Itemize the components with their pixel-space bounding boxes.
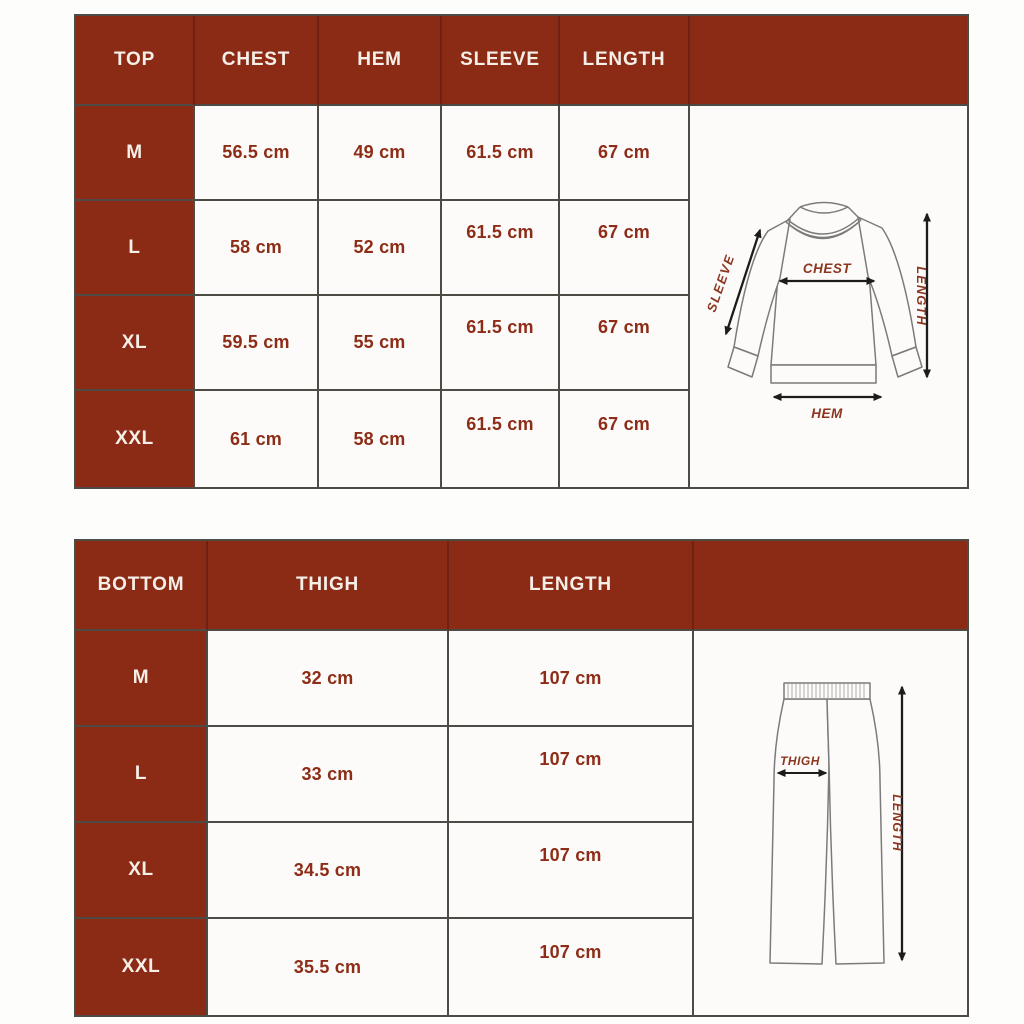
- bottom-header-size: BOTTOM: [76, 541, 208, 631]
- top-chest-xxl: 61 cm: [195, 391, 319, 487]
- waistband: [784, 683, 870, 699]
- top-size-table: [74, 14, 969, 489]
- bottom-thigh-m: 32 cm: [208, 631, 449, 727]
- top-header-size: TOP: [76, 16, 195, 106]
- top-length-xxl: 67 cm: [560, 391, 690, 487]
- bottom-thigh-xxl: 35.5 cm: [208, 919, 449, 1015]
- top-length-xl: 67 cm: [560, 296, 690, 391]
- thigh-label: THIGH: [780, 754, 820, 768]
- bottom-length-xl: 107 cm: [449, 823, 694, 919]
- top-chest-m: 56.5 cm: [195, 106, 319, 201]
- bottom-thigh-xl: 34.5 cm: [208, 823, 449, 919]
- bottom-length-xxl: 107 cm: [449, 919, 694, 1015]
- sweatshirt-diagram: [690, 106, 963, 485]
- bottom-size-xl: XL: [76, 823, 208, 919]
- top-header-spacer: [690, 16, 967, 106]
- top-chest-xl: 59.5 cm: [195, 296, 319, 391]
- top-sleeve-m: 61.5 cm: [442, 106, 560, 201]
- bottom-length-l: 107 cm: [449, 727, 694, 823]
- top-header-length: LENGTH: [560, 16, 690, 106]
- sweatshirt-diagram-cell: [690, 106, 967, 487]
- top-hem-m: 49 cm: [319, 106, 442, 201]
- top-length-l: 67 cm: [560, 201, 690, 296]
- top-size-xl: XL: [76, 296, 195, 391]
- top-header-sleeve: SLEEVE: [442, 16, 560, 106]
- top-chest-l: 58 cm: [195, 201, 319, 296]
- hem-band: [771, 365, 876, 383]
- bottom-header-length: LENGTH: [449, 541, 694, 631]
- bottom-header-spacer: [694, 541, 967, 631]
- length-label: LENGTH: [914, 266, 929, 326]
- top-hem-xxl: 58 cm: [319, 391, 442, 487]
- top-hem-l: 52 cm: [319, 201, 442, 296]
- pants-diagram: [694, 631, 963, 1013]
- pants-sketch: [770, 683, 884, 964]
- top-header-chest: CHEST: [195, 16, 319, 106]
- top-sleeve-xl: 61.5 cm: [442, 296, 560, 391]
- top-size-l: L: [76, 201, 195, 296]
- top-sleeve-l: 61.5 cm: [442, 201, 560, 296]
- length-label: LENGTH: [890, 794, 904, 852]
- top-header-hem: HEM: [319, 16, 442, 106]
- top-sleeve-xxl: 61.5 cm: [442, 391, 560, 487]
- bottom-size-l: L: [76, 727, 208, 823]
- top-length-m: 67 cm: [560, 106, 690, 201]
- bottom-size-xxl: XXL: [76, 919, 208, 1015]
- bottom-length-m: 107 cm: [449, 631, 694, 727]
- bottom-header-thigh: THIGH: [208, 541, 449, 631]
- top-size-xxl: XXL: [76, 391, 195, 487]
- sleeve-label: SLEEVE: [703, 252, 738, 314]
- bottom-thigh-l: 33 cm: [208, 727, 449, 823]
- top-hem-xl: 55 cm: [319, 296, 442, 391]
- chest-label: CHEST: [802, 261, 852, 276]
- bottom-size-m: M: [76, 631, 208, 727]
- pants-diagram-cell: [694, 631, 967, 1015]
- bottom-size-table: [74, 539, 969, 1017]
- hem-label: HEM: [811, 406, 843, 421]
- sweatshirt-sketch: [728, 203, 922, 384]
- top-size-m: M: [76, 106, 195, 201]
